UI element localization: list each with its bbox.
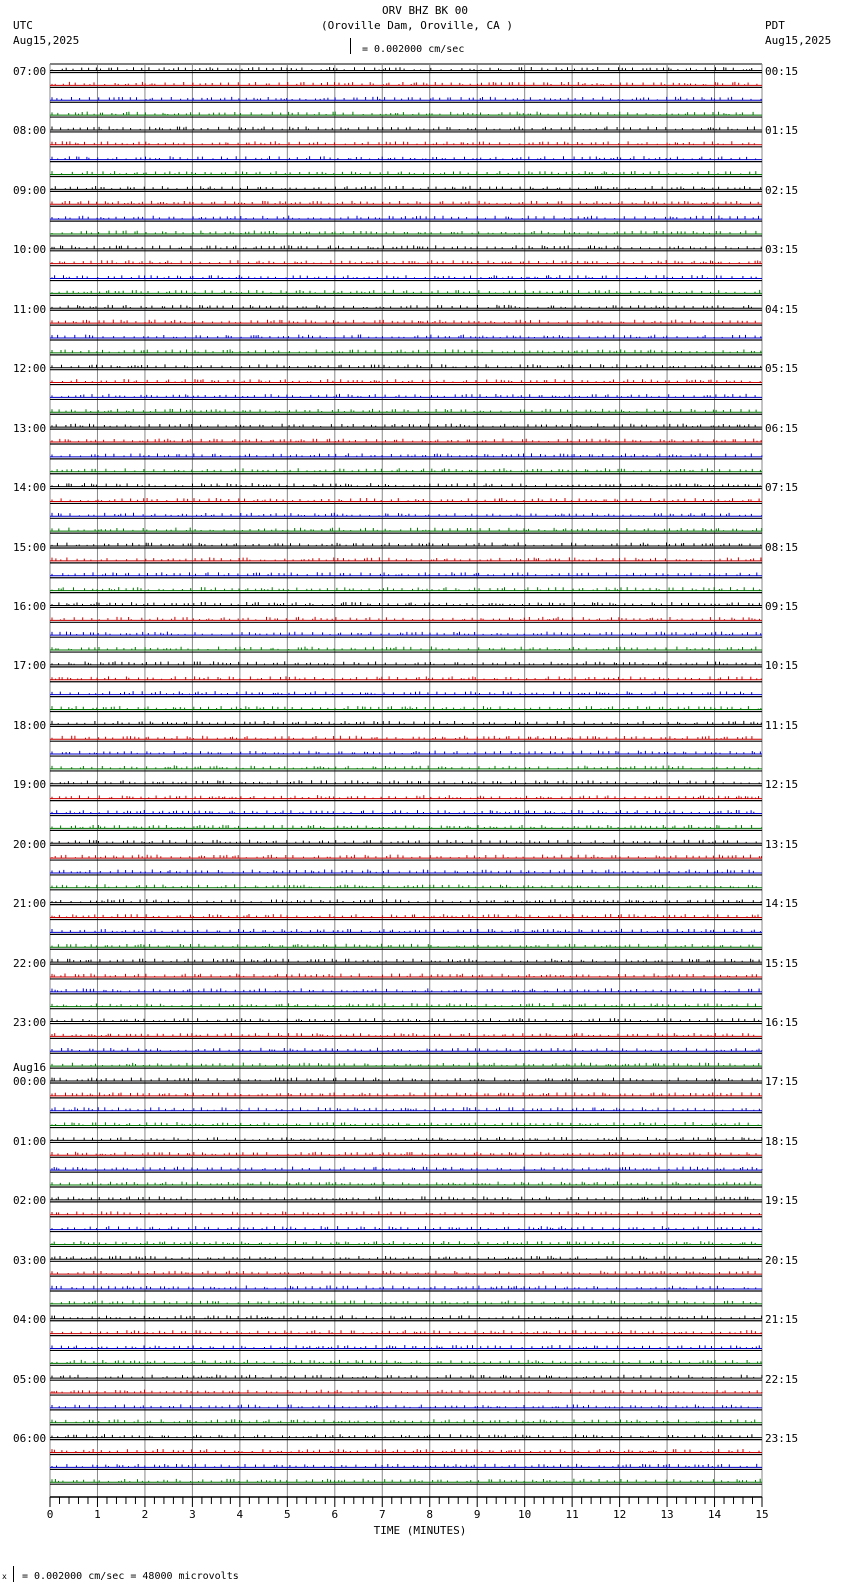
seismic-trace (50, 1271, 762, 1274)
station-location: (Oroville Dam, Oroville, CA ) (320, 19, 514, 32)
pdt-hour-label: 15:15 (765, 956, 799, 970)
seismic-trace (50, 810, 762, 814)
pdt-hour-label: 22:15 (765, 1372, 799, 1386)
seismic-trace (50, 1375, 762, 1379)
station-title: ORV BHZ BK 00 (381, 4, 469, 17)
seismic-trace (50, 67, 762, 71)
seismic-trace (50, 349, 762, 353)
utc-hour-label: 12:00 (13, 362, 47, 376)
seismic-trace (50, 305, 762, 308)
utc-hour-label: 06:00 (13, 1432, 47, 1446)
seismic-trace (50, 1404, 762, 1408)
seismic-trace (50, 602, 762, 606)
seismic-trace (50, 959, 762, 962)
utc-hour-label: 08:00 (13, 124, 47, 138)
seismic-trace (50, 424, 762, 428)
utc-hour-label: 00:00 (13, 1075, 47, 1089)
pdt-hour-label: 19:15 (765, 1194, 799, 1208)
seismic-trace (50, 988, 762, 992)
seismic-trace (50, 201, 762, 205)
utc-hour-label: 01:00 (13, 1134, 47, 1148)
seismic-trace (50, 1300, 762, 1303)
seismic-trace (50, 364, 762, 368)
pdt-hour-label: 03:15 (765, 243, 799, 257)
seismic-trace (50, 1286, 762, 1290)
seismic-trace (50, 632, 762, 636)
seismic-trace (50, 661, 762, 665)
utc-hour-label: 15:00 (13, 540, 47, 554)
x-tick-label: 0 (46, 1508, 54, 1521)
seismic-trace (50, 245, 762, 248)
utc-hour-label: 04:00 (13, 1313, 47, 1327)
utc-hour-label: 11:00 (13, 302, 47, 316)
seismic-trace (50, 1167, 762, 1171)
pdt-hour-label: 06:15 (765, 421, 799, 435)
seismic-trace (50, 617, 762, 621)
seismic-trace (50, 1345, 762, 1349)
x-tick-label: 1 (94, 1508, 101, 1521)
utc-hour-label: 20:00 (13, 837, 47, 851)
utc-hour-label: 09:00 (13, 183, 47, 197)
utc-hour-label: 21:00 (13, 897, 47, 911)
seismic-trace (50, 156, 762, 160)
pdt-hour-label: 05:15 (765, 362, 799, 376)
seismic-trace (50, 1256, 762, 1260)
pdt-hour-label: 11:15 (765, 718, 799, 732)
pdt-hour-label: 18:15 (765, 1134, 799, 1148)
seismic-trace (50, 1419, 762, 1423)
footer-scale-bar-icon (13, 1566, 16, 1582)
seismic-trace (50, 141, 762, 145)
x-tick-label: 14 (707, 1508, 722, 1521)
seismic-trace (50, 647, 762, 651)
seismic-trace (50, 572, 762, 576)
seismic-trace (50, 1092, 762, 1096)
x-tick-label: 6 (331, 1508, 339, 1521)
utc-hour-label: 18:00 (13, 718, 47, 732)
seismic-trace (50, 1211, 762, 1214)
pdt-hour-label: 14:15 (765, 897, 799, 911)
seismic-trace (50, 855, 762, 859)
left-date: Aug15,2025 (13, 34, 80, 47)
x-tick-label: 15 (755, 1508, 769, 1521)
x-tick-label: 10 (518, 1508, 532, 1521)
pdt-hour-label: 00:15 (765, 65, 799, 78)
seismic-trace (50, 929, 762, 933)
seismic-trace (50, 1434, 762, 1438)
seismic-trace (50, 320, 762, 324)
utc-hour-label: 07:00 (13, 65, 47, 78)
pdt-hour-label: 21:15 (765, 1313, 799, 1327)
seismic-trace (50, 82, 762, 86)
utc-hour-label: 22:00 (13, 956, 47, 970)
seismic-trace (50, 1033, 762, 1037)
seismic-trace (50, 1048, 762, 1052)
seismic-trace (50, 379, 762, 383)
pdt-hour-label: 13:15 (765, 837, 799, 851)
seismic-trace (50, 869, 762, 873)
seismic-trace (50, 840, 762, 844)
footer-mark: x (2, 1572, 7, 1581)
x-tick-label: 4 (236, 1508, 244, 1521)
seismic-trace (50, 795, 762, 799)
pdt-hour-label: 04:15 (765, 302, 799, 316)
seismic-trace (50, 1122, 762, 1126)
seismic-trace (50, 468, 762, 472)
pdt-hour-label: 02:15 (765, 183, 799, 197)
seismic-trace (50, 780, 762, 784)
seismic-trace (50, 721, 762, 725)
seismic-trace (50, 543, 762, 547)
pdt-hour-label: 17:15 (765, 1075, 799, 1089)
pdt-hour-label: 09:15 (765, 599, 799, 613)
x-tick-label: 5 (284, 1508, 291, 1521)
seismic-trace (50, 1018, 762, 1022)
utc-hour-label: 02:00 (13, 1194, 47, 1208)
seismic-trace (50, 1241, 762, 1245)
pdt-hour-label: 12:15 (765, 778, 799, 792)
seismic-trace (50, 736, 762, 740)
utc-hour-label: 03:00 (13, 1253, 47, 1267)
seismic-trace (50, 394, 762, 398)
seismic-trace (50, 765, 762, 769)
utc-hour-label: 13:00 (13, 421, 47, 435)
seismic-trace (50, 498, 762, 501)
right-date: Aug15,2025 (765, 34, 832, 47)
seismic-trace (50, 557, 762, 561)
seismic-trace (50, 97, 762, 101)
seismic-trace (50, 825, 762, 829)
seismic-trace (50, 1152, 762, 1156)
seismic-trace (50, 706, 762, 709)
seismic-trace (50, 230, 762, 234)
pdt-hour-label: 10:15 (765, 659, 799, 673)
utc-hour-label: 16:00 (13, 599, 47, 613)
seismic-trace (50, 1479, 762, 1482)
seismic-trace (50, 1077, 762, 1081)
seismic-trace (50, 1390, 762, 1393)
seismic-trace (50, 112, 762, 116)
x-tick-label: 13 (660, 1508, 674, 1521)
seismic-trace (50, 439, 762, 442)
pdt-hour-label: 07:15 (765, 481, 799, 495)
seismic-trace (50, 216, 762, 220)
seismic-trace (50, 973, 762, 977)
x-tick-label: 11 (565, 1508, 579, 1521)
pdt-hour-label: 20:15 (765, 1253, 799, 1267)
seismic-trace (50, 409, 762, 413)
seismic-trace (50, 944, 762, 948)
seismic-trace (50, 513, 762, 517)
seismic-trace (50, 171, 762, 175)
seismic-trace (50, 260, 762, 264)
seismic-trace (50, 453, 762, 457)
seismic-trace (50, 1003, 762, 1007)
seismic-trace (50, 914, 762, 918)
x-tick-label: 7 (378, 1508, 386, 1521)
seismic-trace (50, 275, 762, 279)
seismic-trace (50, 334, 762, 338)
seismic-trace (50, 126, 762, 130)
seismic-trace (50, 1360, 762, 1364)
left-timezone: UTC (13, 19, 33, 32)
date-change-label: Aug16 (13, 1061, 47, 1075)
scale-label: = 0.002000 cm/sec (362, 44, 465, 55)
pdt-hour-label: 01:15 (765, 124, 799, 138)
seismic-trace (50, 1449, 762, 1453)
seismic-trace (50, 1226, 762, 1230)
utc-hour-label: 05:00 (13, 1372, 47, 1386)
utc-hour-label: 10:00 (13, 243, 47, 257)
x-axis-title: TIME (MINUTES) (373, 1524, 467, 1537)
seismic-trace (50, 1107, 762, 1111)
pdt-hour-label: 08:15 (765, 540, 799, 554)
seismic-trace (50, 528, 762, 532)
pdt-hour-label: 16:15 (765, 1016, 799, 1030)
seismic-trace (50, 899, 762, 903)
seismic-trace (50, 587, 762, 591)
seismic-trace (50, 676, 762, 679)
x-tick-label: 9 (473, 1508, 481, 1521)
seismic-trace (50, 1063, 762, 1067)
utc-hour-label: 17:00 (13, 659, 47, 673)
x-tick-label: 12 (612, 1508, 627, 1521)
seismic-trace (50, 483, 762, 487)
right-timezone: PDT (765, 19, 785, 32)
seismic-trace (50, 691, 762, 695)
utc-hour-label: 23:00 (13, 1016, 47, 1030)
seismic-trace (50, 1315, 762, 1319)
pdt-hour-label: 23:15 (765, 1432, 799, 1446)
seismic-trace (50, 186, 762, 190)
seismic-trace (50, 1196, 762, 1200)
seismic-trace (50, 1330, 762, 1334)
footer-scale-label: = 0.002000 cm/sec = 48000 microvolts (22, 1571, 239, 1582)
utc-hour-label: 19:00 (13, 778, 47, 792)
seismic-trace (50, 751, 762, 754)
utc-hour-label: 14:00 (13, 481, 47, 495)
seismic-trace (50, 290, 762, 294)
seismic-trace (50, 1464, 762, 1468)
x-tick-label: 3 (189, 1508, 196, 1521)
seismic-trace (50, 1137, 762, 1141)
seismic-trace (50, 1182, 762, 1186)
x-tick-label: 8 (426, 1508, 434, 1521)
seismic-trace (50, 884, 762, 888)
x-tick-label: 2 (141, 1508, 149, 1521)
